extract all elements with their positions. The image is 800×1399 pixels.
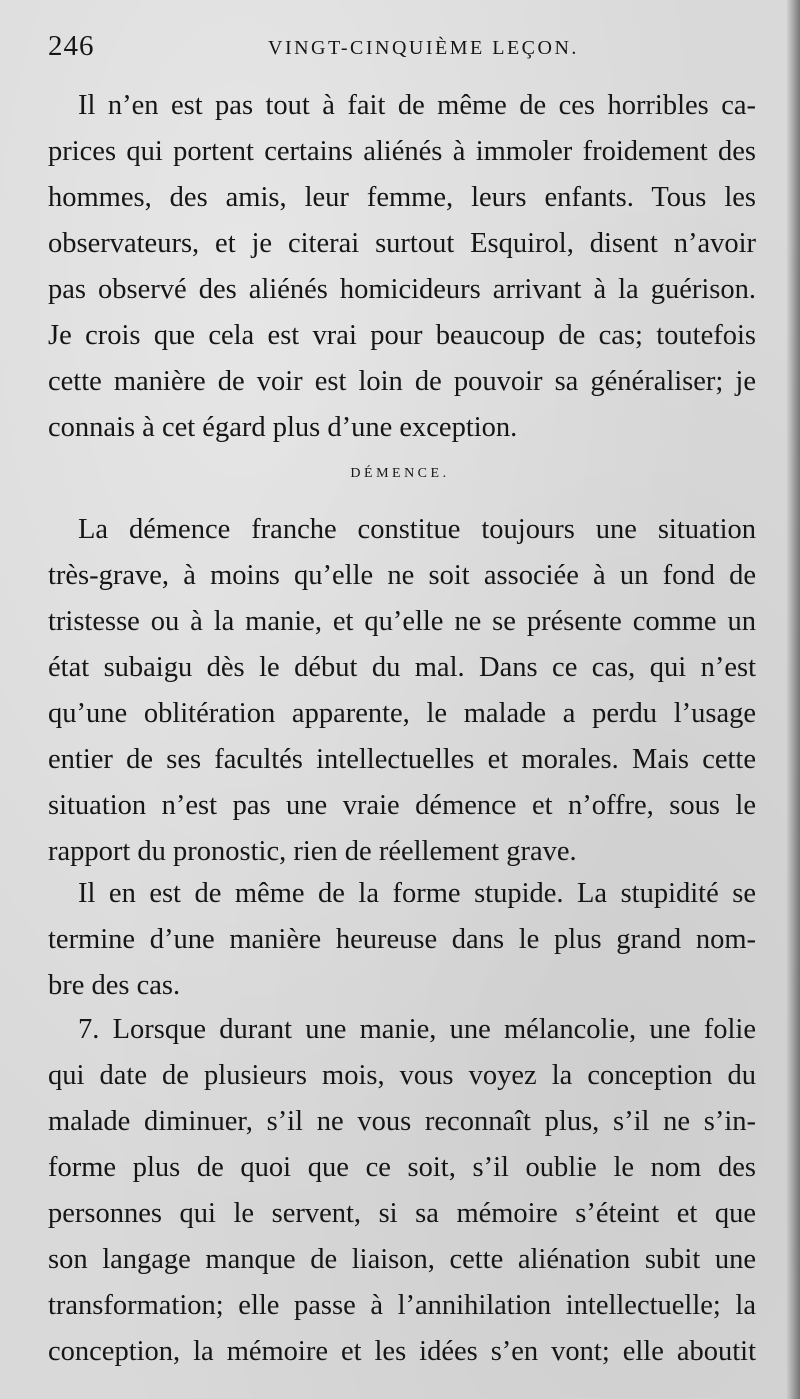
running-title: VINGT-CINQUIÈME LEÇON. bbox=[268, 37, 579, 59]
text-line: qu’une oblitération apparente, le malade a perdu l’usage bbox=[48, 698, 756, 729]
page-header bbox=[48, 30, 748, 70]
page-edge-shadow bbox=[786, 0, 800, 1399]
text-line: malade diminuer, s’il ne vous reconnaît plus, s’il ne s’in- bbox=[48, 1106, 756, 1137]
text-line: La démence franche constitue toujours une situation bbox=[78, 514, 756, 545]
text-line: situation n’est pas une vraie démence et n’offre, sous le bbox=[48, 790, 756, 821]
text-line: Je crois que cela est vrai pour beaucoup de cas; toutefois bbox=[48, 320, 756, 351]
text-line: très-grave, à moins qu’elle ne soit associée à un fond de bbox=[48, 560, 756, 591]
section-heading: DÉMENCE. bbox=[350, 466, 450, 481]
text-line: connais à cet égard plus d’une exception. bbox=[48, 412, 518, 443]
text-line: transformation; elle passe à l’annihilation intellectuelle; la bbox=[48, 1290, 756, 1321]
text-line: termine d’une manière heureuse dans le plus grand nom- bbox=[48, 924, 756, 955]
text-line: qui date de plusieurs mois, vous voyez la conception du bbox=[48, 1060, 756, 1091]
text-line: Il n’en est pas tout à fait de même de ces horribles ca- bbox=[78, 90, 756, 121]
text-line: personnes qui le servent, si sa mémoire s’éteint et que bbox=[48, 1198, 756, 1229]
text-line: pas observé des aliénés homicideurs arrivant à la guérison. bbox=[48, 274, 756, 305]
text-line: son langage manque de liaison, cette aliénation subit une bbox=[48, 1244, 756, 1275]
text-line: conception, la mémoire et les idées s’en vont; elle aboutit bbox=[48, 1336, 756, 1367]
text-line: 7. Lorsque durant une manie, une mélancolie, une folie bbox=[78, 1014, 756, 1045]
text-line: tristesse ou à la manie, et qu’elle ne se présente comme un bbox=[48, 606, 756, 637]
text-line: état subaigu dès le début du mal. Dans ce cas, qui n’est bbox=[48, 652, 756, 683]
text-line: forme plus de quoi que ce soit, s’il oublie le nom des bbox=[48, 1152, 756, 1183]
text-line: prices qui portent certains aliénés à immoler froidement des bbox=[48, 136, 756, 167]
text-line: cette manière de voir est loin de pouvoir sa généraliser; je bbox=[48, 366, 756, 397]
text-line: rapport du pronostic, rien de réellement grave. bbox=[48, 836, 577, 867]
text-line: hommes, des amis, leur femme, leurs enfants. Tous les bbox=[48, 182, 756, 213]
text-line: bre des cas. bbox=[48, 970, 181, 1001]
text-line: entier de ses facultés intellectuelles et morales. Mais cette bbox=[48, 744, 756, 775]
text-line: Il en est de même de la forme stupide. La stupidité se bbox=[78, 878, 756, 909]
page-number: 246 bbox=[48, 30, 95, 62]
text-line: observateurs, et je citerai surtout Esquirol, disent n’avoir bbox=[48, 228, 756, 259]
